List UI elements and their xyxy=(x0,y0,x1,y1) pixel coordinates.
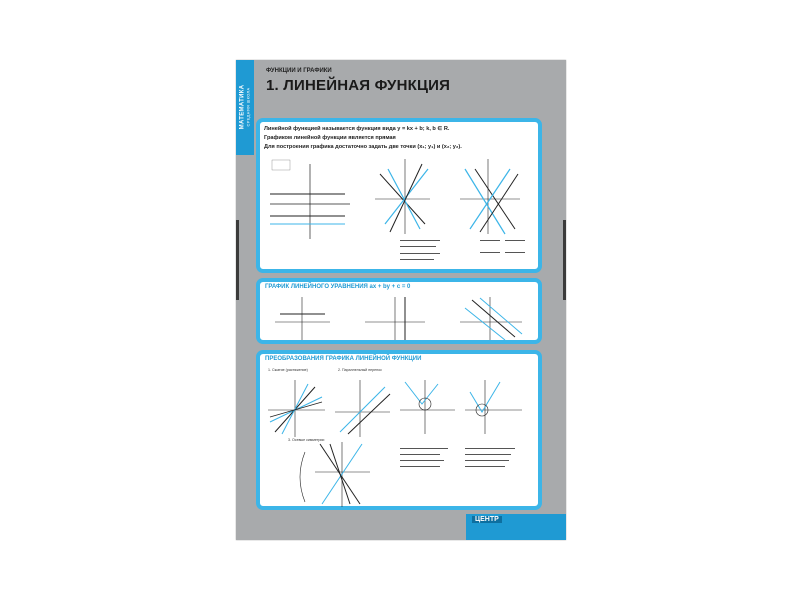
transformations-panel xyxy=(256,350,542,510)
transformations-heading: ПРЕОБРАЗОВАНИЯ ГРАФИКА ЛИНЕЙНОЙ ФУНКЦИИ xyxy=(265,356,422,362)
graph-shift xyxy=(335,380,390,437)
header-kicker: ФУНКЦИИ И ГРАФИКИ xyxy=(266,68,332,74)
graph-abs-1 xyxy=(400,380,455,434)
intro-line-2: Графиком линейной функции является прямая xyxy=(264,135,396,141)
item-3-label: 3. Осевые симметрии xyxy=(288,438,325,442)
graph-compression xyxy=(268,380,325,437)
right-edge-mark xyxy=(563,220,566,300)
linear-equation-panel xyxy=(256,278,542,344)
subject-label xyxy=(240,85,251,130)
graph-eq-3 xyxy=(460,297,522,340)
poster xyxy=(236,60,566,540)
publisher-logo: ЦЕНТР xyxy=(472,516,502,523)
graph-multiple-lines xyxy=(460,159,520,234)
subject-subtitle: СРЕДНЯЯ ШКОЛА xyxy=(245,87,251,127)
subject-text: МАТЕМАТИКА xyxy=(239,84,246,130)
transformation-graphs xyxy=(260,372,538,512)
subject-tab xyxy=(236,60,254,155)
graph-crossing-lines xyxy=(375,159,430,234)
definition-panel xyxy=(256,118,542,273)
item-1-label: 1. Сжатие (растяжение) xyxy=(268,368,308,372)
intro-line-1: Линейной функцией называется функция вида y = kx + b; k, b ∈ R. xyxy=(264,126,450,132)
page-title: 1. ЛИНЕЙНАЯ ФУНКЦИЯ xyxy=(266,77,451,94)
linear-equation-graphs xyxy=(260,292,538,342)
item-2-label: 2. Параллельный перенос xyxy=(338,368,382,372)
left-edge-mark xyxy=(236,220,239,300)
linear-equation-heading: ГРАФИК ЛИНЕЙНОГО УРАВНЕНИЯ ax + by + c = 0 xyxy=(265,284,411,290)
intro-line-3: Для построения графика достаточно задать две точки (x₁; y₁) и (x₂; y₂). xyxy=(264,144,462,150)
graph-symmetry xyxy=(300,442,370,507)
graph-horizontal-lines xyxy=(270,160,350,239)
graph-eq-1 xyxy=(275,297,330,340)
definition-graphs xyxy=(260,154,538,269)
graph-abs-2 xyxy=(465,380,522,434)
graph-eq-2 xyxy=(365,297,425,340)
